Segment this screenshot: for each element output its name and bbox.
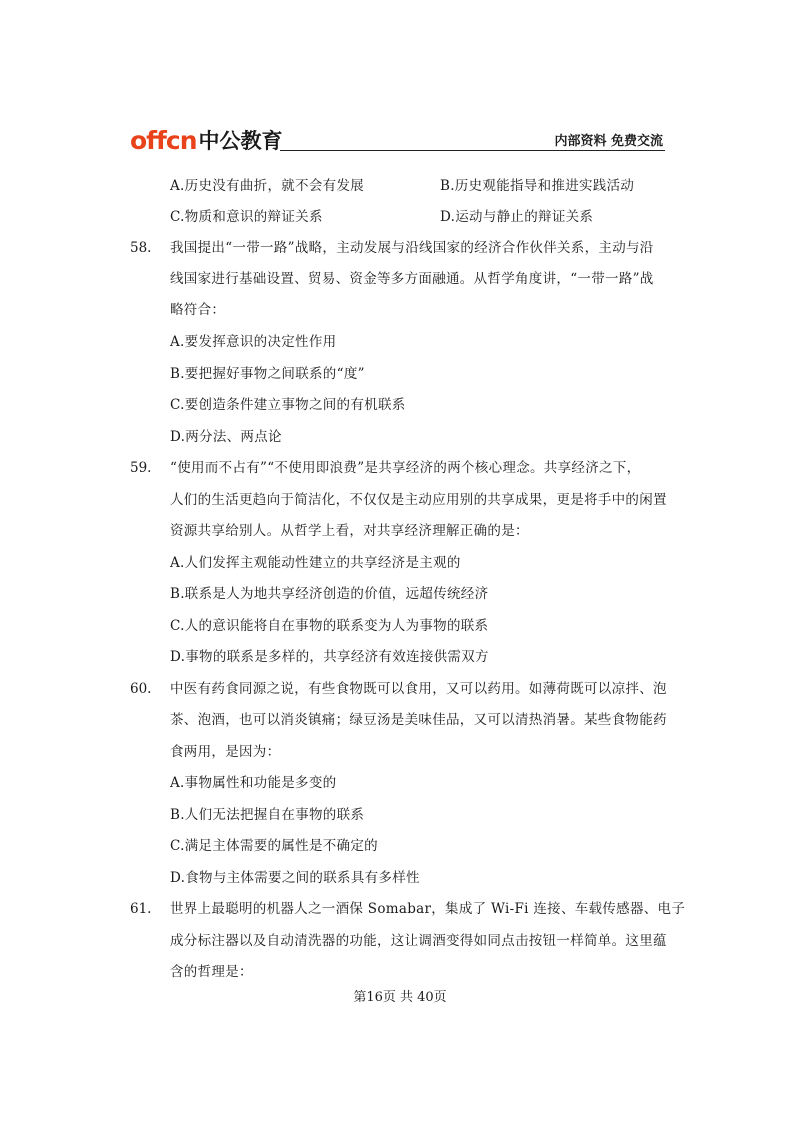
question-option: C.要创造条件建立事物之间的有机联系 (170, 397, 406, 413)
question-option: A.要发挥意识的决定性作用 (170, 334, 337, 350)
header-tagline: 内部资料 免费交流 (554, 134, 663, 149)
logo-text-en: offcn (130, 126, 197, 155)
page-header (130, 122, 665, 156)
question-stem-line: 茶、泡酒，也可以消炎镇痛；绿豆汤是美味佳品，又可以清热消暑。某些食物能药 (170, 712, 667, 728)
question-option: B.联系是人为地共享经济创造的价值，远超传统经济 (170, 586, 489, 602)
question-number: 59. (130, 460, 152, 476)
offcn-logo (130, 122, 283, 156)
question-stem-line: 成分标注器以及自动清洗器的功能，这让调酒变得如同点击按钮一样简单。这里蕴 (170, 933, 667, 949)
question-option: D.事物的联系是多样的，共享经济有效连接供需双方 (170, 649, 489, 665)
logo-text-cn: 中公教育 (198, 129, 283, 153)
page-footer: 第16页 共 40页 (353, 990, 447, 1005)
question-option: D.两分法、两点论 (170, 429, 282, 445)
question-option: D.食物与主体需要之间的联系具有多样性 (170, 870, 420, 886)
question-option: B.要把握好事物之间联系的“度” (170, 366, 365, 382)
question-option: C.满足主体需要的属性是不确定的 (170, 838, 378, 854)
question-number: 61. (130, 901, 152, 917)
question-stem-line: “使用而不占有”“不使用即浪费”是共享经济的两个核心理念。共享经济之下， (170, 460, 641, 476)
question-option: B.人们无法把握自在事物的联系 (170, 807, 365, 823)
question-option: A.人们发挥主观能动性建立的共享经济是主观的 (170, 555, 461, 571)
question-stem-line: 资源共享给别人。从哲学上看，对共享经济理解正确的是： (170, 523, 529, 539)
question-stem-line: 含的哲理是： (170, 964, 253, 980)
question-stem-line: 略符合： (170, 302, 226, 318)
question-stem-line: 世界上最聪明的机器人之一酒保 Somabar，集成了 Wi-Fi 连接、车载传感器、电子 (170, 901, 686, 917)
header-divider (280, 150, 665, 151)
question-option: C.人的意识能将自在事物的联系变为人为事物的联系 (170, 618, 489, 634)
question-stem-line: 中医有药食同源之说，有些食物既可以食用，又可以药用。如薄荷既可以凉拌、泡 (170, 681, 667, 697)
question-stem-line: 线国家进行基础设置、贸易、资金等多方面融通。从哲学角度讲，“一带一路”战 (170, 271, 654, 287)
question-option: A.事物属性和功能是多变的 (170, 775, 337, 791)
question-number: 60. (130, 681, 152, 697)
question-number: 58. (130, 240, 152, 256)
q57-option-d: D.运动与静止的辩证关系 (440, 209, 594, 225)
q57-option-a: A.历史没有曲折，就不会有发展 (170, 178, 365, 194)
question-stem-line: 人们的生活更趋向于简洁化，不仅仅是主动应用别的共享成果，更是将手中的闲置 (170, 492, 667, 508)
question-stem-line: 食两用，是因为： (170, 744, 281, 760)
q57-option-b: B.历史观能指导和推进实践活动 (440, 178, 635, 194)
question-stem-line: 我国提出“一带一路”战略，主动发展与沿线国家的经济合作伙伴关系，主动与沿 (170, 240, 654, 256)
q57-option-c: C.物质和意识的辩证关系 (170, 209, 323, 225)
